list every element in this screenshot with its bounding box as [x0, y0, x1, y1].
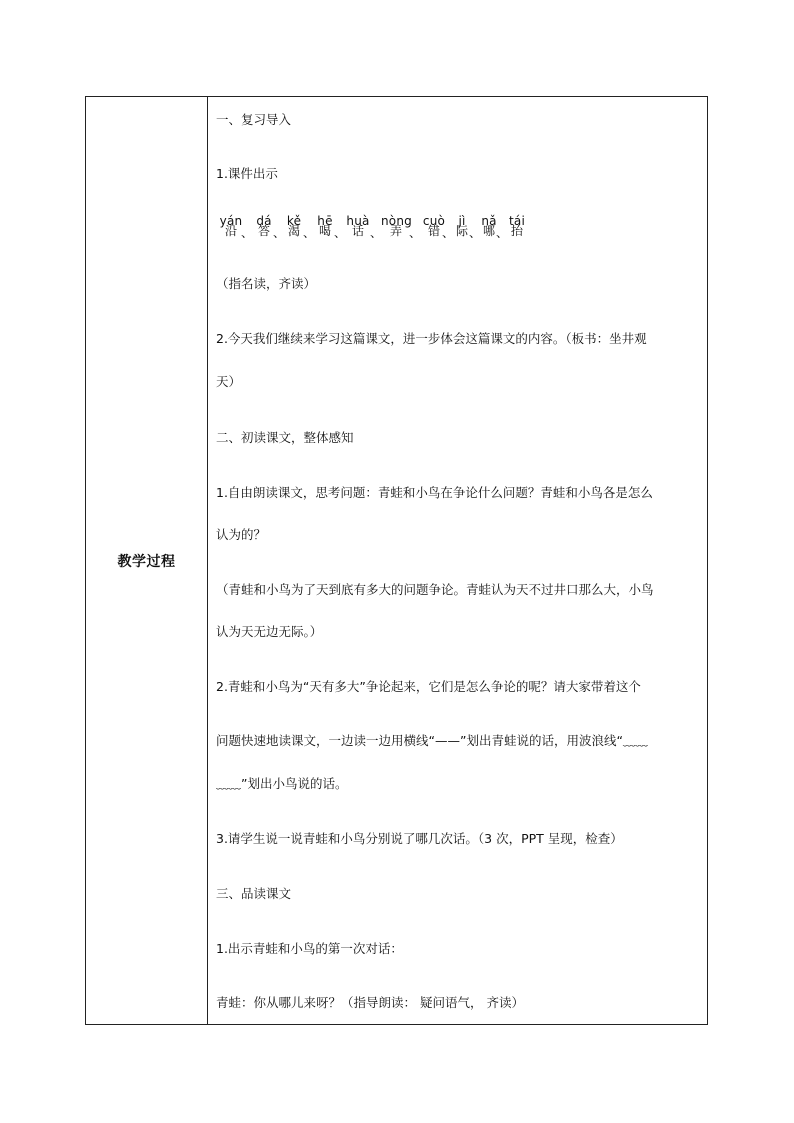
pinyin: cuò: [422, 214, 446, 228]
paragraph-frog-question: 青蛙：你从哪儿来呀？（指导朗读： 疑问语气， 齐读）: [216, 995, 524, 1010]
pinyin: jì: [458, 214, 466, 228]
paragraph-students: 3.请学生说一说青蛙和小鸟分别说了哪几次话。（3 次，PPT 呈现，检查）: [216, 831, 623, 846]
paragraph-courseware: 1.课件出示: [216, 166, 278, 181]
lesson-table: [85, 96, 708, 1025]
paragraph-question-end: 认为的？: [216, 527, 267, 542]
paragraph-debate-mid: 问题快速地读课文，一边读一边用横线“——”划出青蛙说的话，用波浪线“﹏﹏: [216, 733, 648, 748]
hanzi: 哪: [482, 224, 495, 238]
pinyin-word-list: [216, 215, 546, 245]
content-cell: [208, 97, 708, 1024]
paragraph-continue-study-end: 天）: [216, 374, 242, 389]
separator: 、: [469, 226, 482, 240]
pinyin: huà: [346, 214, 370, 228]
pinyin-word: [381, 215, 411, 237]
label-cell: [86, 97, 207, 1024]
separator: 、: [334, 226, 347, 240]
paragraph-read-instruction: （指名读，齐读）: [216, 276, 317, 291]
separator: 、: [496, 226, 509, 240]
paragraph-first-dialogue: 1.出示青蛙和小鸟的第一次对话：: [216, 941, 403, 956]
pinyin: yán: [219, 214, 243, 228]
pinyin: nòng: [381, 214, 412, 228]
pinyin-word: [343, 215, 373, 237]
separator: 、: [303, 226, 316, 240]
pinyin-word: [502, 215, 532, 237]
hanzi: 渴: [287, 224, 300, 238]
paragraph-debate-end: ﹏﹏”划出小鸟说的话。: [216, 776, 348, 791]
pinyin: hē: [317, 214, 333, 228]
paragraph-continue-study: 2.今天我们继续来学习这篇课文，进一步体会这篇课文的内容。（板书：坐井观: [216, 331, 647, 346]
paragraph-debate: 2.青蛙和小鸟为“天有多大”争论起来，它们是怎么争论的呢？请大家带着这个: [216, 679, 641, 694]
separator: 、: [273, 226, 286, 240]
paragraph-answer-end: 认为天无边无际。）: [216, 624, 323, 639]
hanzi: 沿: [224, 224, 237, 238]
hanzi: 喝: [318, 224, 331, 238]
separator: 、: [409, 226, 422, 240]
separator: 、: [241, 226, 254, 240]
hanzi: 话: [351, 224, 364, 238]
hanzi: 抬: [510, 224, 523, 238]
heading-review: 一、复习导入: [216, 112, 292, 127]
hanzi: 弄: [389, 224, 402, 238]
hanzi: 错: [427, 224, 440, 238]
paragraph-answer: （青蛙和小鸟为了天到底有多大的问题争论。青蛙认为天不过井口那么大，小鸟: [216, 582, 654, 597]
pinyin: nǎ: [481, 214, 497, 228]
pinyin: kě: [286, 214, 302, 228]
hanzi: 际: [455, 224, 468, 238]
pinyin: tái: [509, 214, 525, 228]
pinyin: dá: [256, 214, 272, 228]
separator: 、: [370, 226, 383, 240]
heading-close-reading: 三、品读课文: [216, 886, 292, 901]
hanzi: 答: [257, 224, 270, 238]
section-label: 教学过程: [117, 553, 176, 570]
separator: 、: [442, 226, 455, 240]
paragraph-question: 1.自由朗读课文，思考问题：青蛙和小鸟在争论什么问题？青蛙和小鸟各是怎么: [216, 485, 653, 500]
heading-first-reading: 二、初读课文，整体感知: [216, 430, 354, 445]
